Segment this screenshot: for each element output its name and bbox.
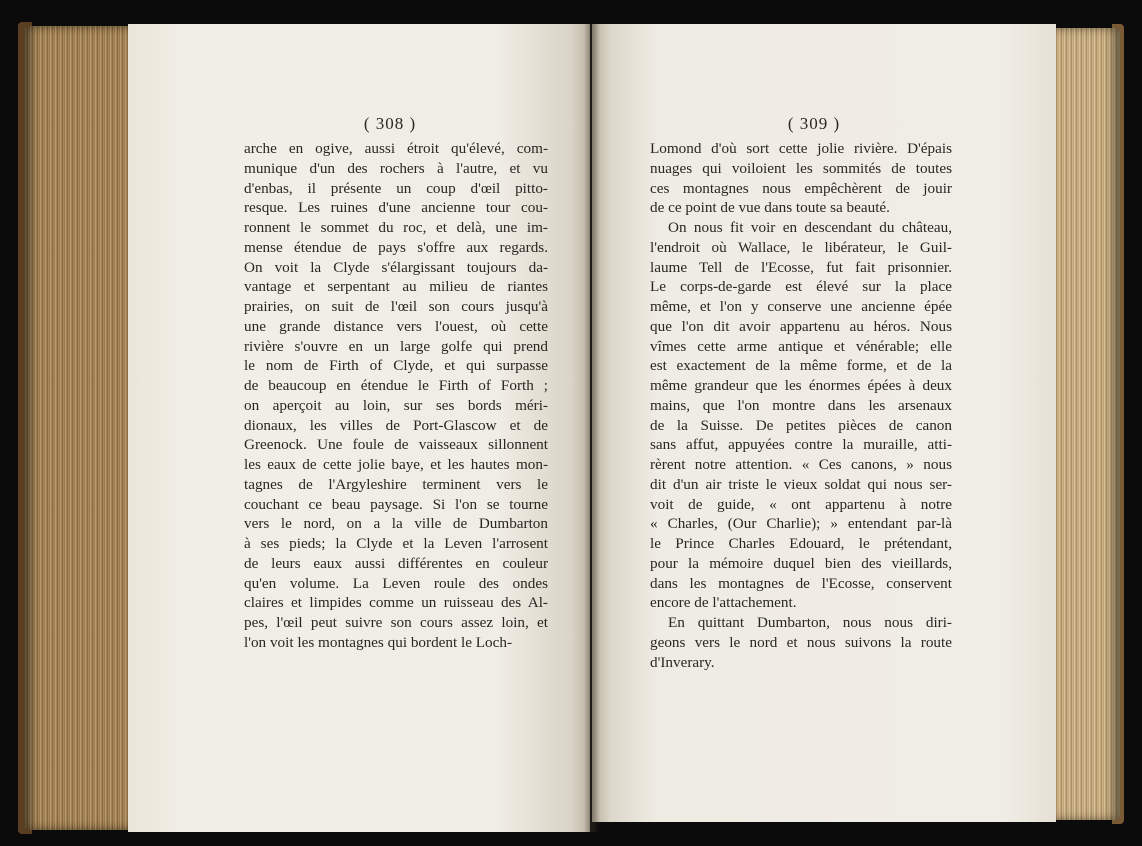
text-line: dionaux, les villes de Port-Glascow et de [244, 416, 548, 434]
book-gutter [584, 24, 600, 832]
right-page [592, 24, 1056, 822]
text-line: ronnent le sommet du roc, et delà, une im- [244, 219, 548, 236]
text-line: geons vers le nord et nous suivons la route [650, 633, 952, 651]
text-line: Lomond d'où sort cette jolie rivière. D'épais [650, 140, 952, 157]
text-line: de leurs eaux aussi différentes en couleur [244, 554, 548, 572]
text-line: de ce point de vue dans toute sa beauté. [650, 199, 890, 217]
text-line: encore de l'attachement. [650, 594, 797, 612]
text-line: qu'en volume. La Leven roule des ondes [244, 574, 548, 592]
text-line: à ses pieds; la Clyde et la Leven l'arrosent [244, 535, 548, 552]
text-line: pour la mémoire duquel bien des vieillards, [650, 554, 952, 572]
text-line: dit d'un air triste le vieux soldat qui nous ser- [650, 475, 952, 493]
page-body [650, 139, 952, 672]
text-line: on aperçoit au loin, sur ses bords méri- [244, 396, 548, 414]
text-line: resque. Les ruines d'une ancienne tour cou- [244, 199, 548, 217]
text-line: nuages qui voiloient les sommités de toutes [650, 159, 952, 177]
text-line: l'endroit où Wallace, le libérateur, le Guil- [650, 238, 952, 256]
text-line: de la Suisse. De petites pièces de canon [650, 416, 952, 434]
text-line: le nom de Firth of Clyde, et qui surpasse [244, 357, 548, 375]
text-line: pes, l'œil peut suivre son cours assez loin, et [244, 614, 548, 631]
page-number: ( 308 ) [363, 114, 417, 133]
text-line: laume Tell de l'Ecosse, fut fait prisonnier. [650, 258, 952, 276]
text-line: d'Inverary. [650, 653, 715, 671]
text-line: dans les montagnes de l'Ecosse, conservent [650, 574, 952, 592]
text-line: vîmes cette arme antique et vénérable; elle [650, 337, 952, 355]
page-number: ( 309 ) [787, 114, 841, 133]
text-line: sans affut, appuyées contre la muraille, atti- [650, 436, 952, 454]
text-line: est exactement de la même forme, et de la [650, 357, 952, 375]
text-line: voit de guide, « ont appartenu à notre [650, 495, 952, 513]
text-line: tagnes de l'Argyleshire terminent vers le [244, 475, 548, 493]
text-line: les eaux de cette jolie baye, et les hautes mon- [244, 456, 548, 473]
text-line: même, et l'on y conserve une ancienne épée [650, 298, 952, 315]
text-line: mains, que l'on montre dans les arsenaux [650, 396, 952, 414]
text-line: l'on voit les montagnes qui bordent le Loch- [244, 633, 513, 651]
text-line: « Charles, (Our Charlie); » entendant par-là [650, 515, 952, 533]
text-line: prairies, on suit de l'œil son cours jusqu'à [244, 298, 548, 315]
text-line: Greenock. Une foule de vaisseaux sillonnent [244, 436, 548, 454]
text-line: couchant ce beau paysage. Si l'on se tourne [244, 495, 548, 513]
text-line: munique d'un des rochers à l'autre, et vu [244, 159, 548, 177]
text-line: vantage et serpentant au milieu de riantes [244, 278, 548, 296]
text-line: une grande distance vers l'ouest, où cette [244, 317, 548, 335]
text-line: rivière s'ouvre en un large golfe qui prend [244, 337, 548, 355]
text-line: On nous fit voir en descendant du château, [668, 219, 952, 236]
text-line: de beaucoup en étendue le Firth of Forth ; [244, 377, 548, 394]
text-line: ces montagnes nous empêchèrent de jouir [650, 179, 952, 197]
text-line: arche en ogive, aussi étroit qu'élevé, com- [244, 140, 548, 157]
text-line: mense étendue de pays s'offre aux regards. [244, 238, 548, 256]
page-edges-right [1048, 28, 1120, 820]
left-page [128, 24, 590, 832]
text-line: Le corps-de-garde est élevé sur la place [650, 278, 952, 296]
text-line: vers le nord, on a la ville de Dumbarton [244, 515, 548, 533]
text-line: rèrent notre attention. « Ces canons, » nous [650, 456, 952, 473]
text-line: d'enbas, il présente un coup d'œil pitto- [244, 179, 548, 197]
page-body [244, 139, 548, 653]
text-line: En quittant Dumbarton, nous nous diri- [668, 614, 952, 631]
text-line: claires et limpides comme un ruisseau des Al- [244, 594, 548, 612]
text-line: le Prince Charles Edouard, le prétendant, [650, 535, 952, 552]
text-line: que l'on dit avoir appartenu au héros. Nous [650, 317, 952, 335]
page-edges-left [24, 26, 134, 830]
text-line: On voit la Clyde s'élargissant toujours da- [244, 258, 548, 276]
text-line: même grandeur que les énormes épées à deux [650, 377, 952, 394]
